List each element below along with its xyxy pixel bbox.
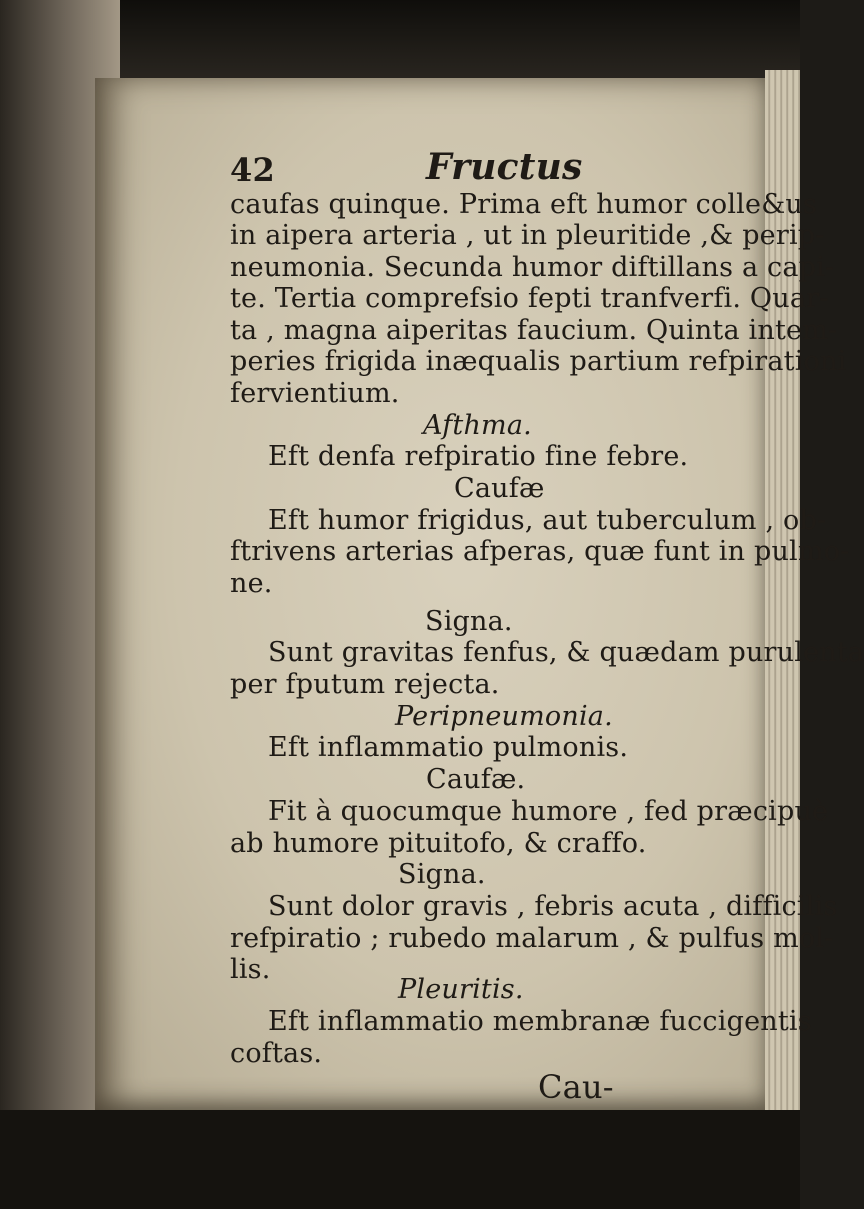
body-line: Eft inflammatio pulmonis. (268, 732, 629, 763)
body-line: in aipera arteria , ut in pleuritide ,& perip- (230, 220, 825, 251)
body-line: ta , magna aiperitas faucium. Quinta intem- (230, 315, 838, 346)
body-line: Fit à quocumque humore , fed præcipuè (268, 796, 829, 827)
body-line: fervientium. (230, 378, 400, 409)
body-line: Eft denfa refpiratio fine febre. (268, 441, 689, 472)
body-line: Sunt gravitas fenfus, & quædam purulenta (268, 637, 864, 668)
body-line: per fputum rejecta. (230, 669, 500, 700)
body-line: peries frigida inæqualis partium refpirationi (230, 346, 847, 377)
section-heading-peripneumonia: Peripneumonia. (395, 701, 613, 732)
page-number: 42 (230, 151, 275, 189)
running-title: Fructus (426, 146, 583, 188)
subheading-signa: Signa. (398, 859, 486, 890)
body-line: caufas quinque. Prima eft humor colle&us (230, 189, 818, 220)
subheading-caufae: Caufæ (454, 473, 545, 504)
subheading-caufae: Caufæ. (426, 764, 526, 795)
body-line: Sunt dolor gravis , febris acuta , difficilis (268, 891, 838, 922)
body-line: ab humore pituitofo, & craffo. (230, 828, 647, 859)
body-line: Eft humor frigidus, aut tuberculum , ob- (268, 505, 827, 536)
subheading-signa: Signa. (425, 606, 513, 637)
body-line: lis. (230, 954, 271, 985)
body-line: neumonia. Secunda humor diftillans a capi- (230, 252, 835, 283)
section-heading-pleuritis: Pleuritis. (398, 974, 524, 1005)
section-heading-afthma: Afthma. (423, 410, 532, 441)
body-line: ftrivens arterias afperas, quæ funt in pulmo- (230, 536, 850, 567)
body-line: refpiratio ; rubedo malarum , & pulfus mol- (230, 923, 834, 954)
catchword: Cau- (538, 1068, 614, 1106)
body-line: coftas. (230, 1038, 323, 1069)
body-line: te. Tertia comprefsio fepti tranfverfi. Quar- (230, 283, 829, 314)
body-line: ne. (230, 568, 273, 599)
body-line: Eft inflammatio membranæ fuccigentis (268, 1006, 812, 1037)
